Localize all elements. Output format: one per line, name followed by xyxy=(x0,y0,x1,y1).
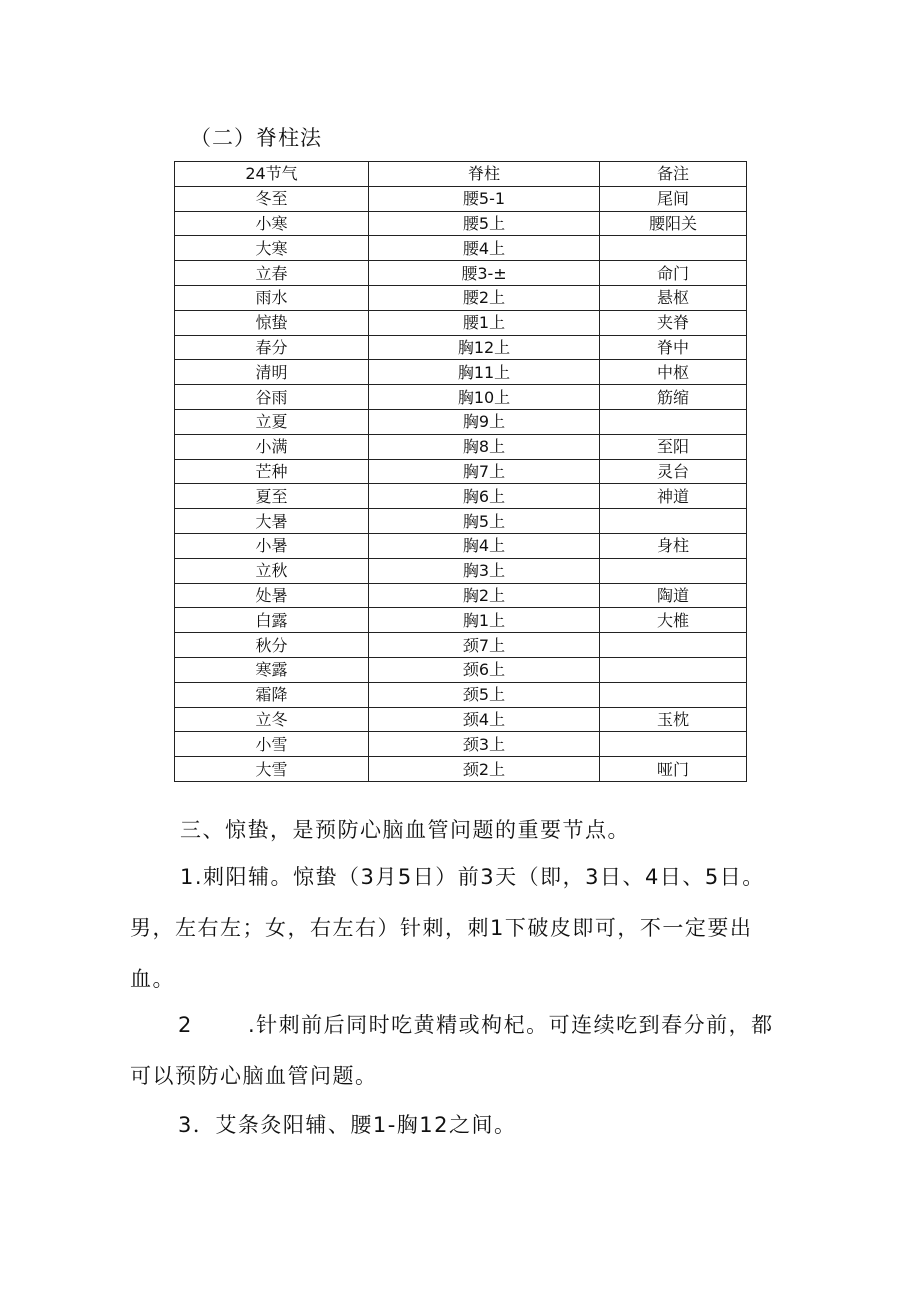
cell-solar-term: 清明 xyxy=(175,360,369,385)
cell-spine: 颈6上 xyxy=(369,657,600,682)
cell-solar-term: 秋分 xyxy=(175,633,369,658)
cell-solar-term: 寒露 xyxy=(175,657,369,682)
cell-note xyxy=(600,509,747,534)
cell-spine: 腰4上 xyxy=(369,236,600,261)
header-note: 备注 xyxy=(600,162,747,187)
cell-note xyxy=(600,682,747,707)
cell-solar-term: 立冬 xyxy=(175,707,369,732)
table-row xyxy=(175,261,747,286)
cell-solar-term: 芒种 xyxy=(175,459,369,484)
cell-note xyxy=(600,409,747,434)
cell-spine: 腰3-± xyxy=(369,261,600,286)
cell-note: 大椎 xyxy=(600,608,747,633)
cell-solar-term: 立秋 xyxy=(175,558,369,583)
cell-solar-term: 霜降 xyxy=(175,682,369,707)
step-2-number: 2 xyxy=(178,1013,193,1037)
table-row xyxy=(175,583,747,608)
cell-solar-term: 白露 xyxy=(175,608,369,633)
section-title: （二）脊柱法 xyxy=(190,126,322,150)
cell-spine: 颈2上 xyxy=(369,757,600,782)
cell-spine: 颈7上 xyxy=(369,633,600,658)
cell-spine: 胸3上 xyxy=(369,558,600,583)
cell-spine: 胸10上 xyxy=(369,385,600,410)
header-spine: 脊柱 xyxy=(369,162,600,187)
cell-solar-term: 小满 xyxy=(175,434,369,459)
cell-note: 腰阳关 xyxy=(600,211,747,236)
cell-solar-term: 立春 xyxy=(175,261,369,286)
cell-spine: 腰1上 xyxy=(369,310,600,335)
cell-note: 尾间 xyxy=(600,186,747,211)
cell-spine: 胸6上 xyxy=(369,484,600,509)
cell-note xyxy=(600,558,747,583)
cell-solar-term: 夏至 xyxy=(175,484,369,509)
table-body xyxy=(175,186,747,781)
cell-solar-term: 雨水 xyxy=(175,285,369,310)
table-row xyxy=(175,657,747,682)
cell-spine: 胸12上 xyxy=(369,335,600,360)
table-row xyxy=(175,682,747,707)
table-row xyxy=(175,360,747,385)
cell-solar-term: 大暑 xyxy=(175,509,369,534)
cell-solar-term: 小寒 xyxy=(175,211,369,236)
cell-spine: 颈3上 xyxy=(369,732,600,757)
table-row xyxy=(175,509,747,534)
cell-solar-term: 大雪 xyxy=(175,757,369,782)
cell-note xyxy=(600,657,747,682)
cell-note: 身柱 xyxy=(600,533,747,558)
cell-spine: 胸5上 xyxy=(369,509,600,534)
header-solar-term: 24节气 xyxy=(175,162,369,187)
table-header-row xyxy=(175,162,747,187)
cell-note: 玉枕 xyxy=(600,707,747,732)
cell-note: 哑门 xyxy=(600,757,747,782)
cell-note: 灵台 xyxy=(600,459,747,484)
cell-spine: 胸1上 xyxy=(369,608,600,633)
table-row xyxy=(175,236,747,261)
cell-solar-term: 谷雨 xyxy=(175,385,369,410)
table-row xyxy=(175,186,747,211)
table-row xyxy=(175,434,747,459)
cell-solar-term: 处暑 xyxy=(175,583,369,608)
cell-note: 筋缩 xyxy=(600,385,747,410)
cell-spine: 胸8上 xyxy=(369,434,600,459)
paragraph-step-1: 1.刺阳辅。惊蛰（3月5日）前3天（即，3日、4日、5日。男，左右左；女，右左右）针刺，刺1下破皮即可，不一定要出血。 xyxy=(130,865,765,991)
spine-table xyxy=(174,161,747,782)
cell-solar-term: 惊蛰 xyxy=(175,310,369,335)
cell-solar-term: 小暑 xyxy=(175,533,369,558)
cell-spine: 腰2上 xyxy=(369,285,600,310)
paragraph-step-3: 3．艾条灸阳辅、腰1-胸12之间。 xyxy=(178,1113,517,1137)
cell-spine: 胸9上 xyxy=(369,409,600,434)
table-row xyxy=(175,310,747,335)
cell-solar-term: 春分 xyxy=(175,335,369,360)
cell-solar-term: 立夏 xyxy=(175,409,369,434)
table-row xyxy=(175,608,747,633)
table-row xyxy=(175,707,747,732)
table-row xyxy=(175,484,747,509)
cell-note xyxy=(600,732,747,757)
cell-spine: 颈5上 xyxy=(369,682,600,707)
cell-note: 中枢 xyxy=(600,360,747,385)
cell-note: 陶道 xyxy=(600,583,747,608)
table-row xyxy=(175,211,747,236)
table-row xyxy=(175,533,747,558)
cell-note: 命门 xyxy=(600,261,747,286)
cell-note: 神道 xyxy=(600,484,747,509)
cell-solar-term: 冬至 xyxy=(175,186,369,211)
cell-spine: 胸11上 xyxy=(369,360,600,385)
table-row xyxy=(175,459,747,484)
cell-note xyxy=(600,633,747,658)
table-row xyxy=(175,385,747,410)
cell-note: 悬枢 xyxy=(600,285,747,310)
cell-note xyxy=(600,236,747,261)
table-row xyxy=(175,732,747,757)
table-row xyxy=(175,285,747,310)
cell-spine: 胸2上 xyxy=(369,583,600,608)
cell-spine: 腰5上 xyxy=(369,211,600,236)
paragraph-jingzhe-intro: 三、惊蛰，是预防心脑血管问题的重要节点。 xyxy=(180,818,630,842)
table-row xyxy=(175,558,747,583)
cell-note: 脊中 xyxy=(600,335,747,360)
cell-note: 至阳 xyxy=(600,434,747,459)
cell-spine: 胸7上 xyxy=(369,459,600,484)
table-row xyxy=(175,757,747,782)
step-2-text: .针刺前后同时吃黄精或枸杞。可连续吃到春分前，都可以预防心脑血管问题。 xyxy=(130,1013,774,1088)
cell-note: 夹脊 xyxy=(600,310,747,335)
cell-spine: 颈4上 xyxy=(369,707,600,732)
table-row xyxy=(175,335,747,360)
cell-solar-term: 大寒 xyxy=(175,236,369,261)
paragraph-step-2 xyxy=(130,1000,790,1102)
cell-solar-term: 小雪 xyxy=(175,732,369,757)
table-row xyxy=(175,633,747,658)
cell-spine: 胸4上 xyxy=(369,533,600,558)
table-row xyxy=(175,409,747,434)
cell-spine: 腰5-1 xyxy=(369,186,600,211)
